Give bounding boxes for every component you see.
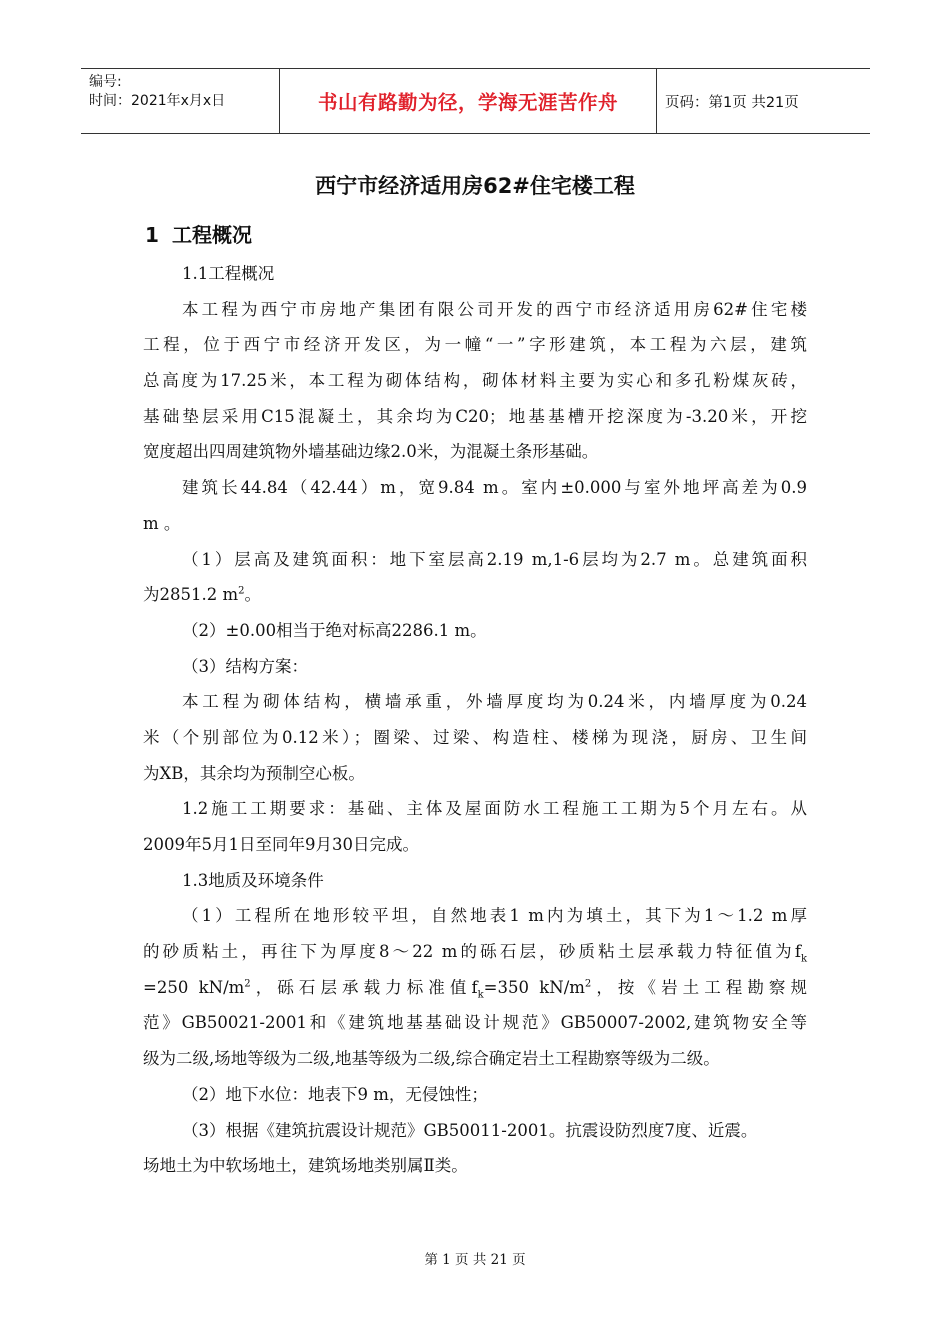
text-fragment: ，按《岩土工程勘察规 bbox=[591, 977, 807, 997]
text-line: 基础垫层采用C15混凝土，其余均为C20；地基基槽开挖深度为-3.20米，开挖 bbox=[143, 406, 807, 426]
subheading-1-3: 1.3地质及环境条件 bbox=[182, 870, 324, 890]
document-body bbox=[143, 256, 807, 1184]
text-fragment: =350 kN/m bbox=[483, 977, 585, 997]
subheading-1-1: 1.1工程概况 bbox=[182, 264, 275, 283]
text-line bbox=[143, 970, 807, 1006]
text-fragment: 的砂质粘土，再往下为厚度8～22 m的砾石层，砂质粘土层承载力特征值为f bbox=[143, 942, 801, 962]
text-line: m 。 bbox=[143, 513, 181, 533]
subscript: k bbox=[477, 989, 484, 1001]
text-line: 场地土为中软场地土，建筑场地类别属Ⅱ类。 bbox=[143, 1156, 468, 1176]
text-fragment: =250 kN/m bbox=[143, 977, 245, 997]
header-meta bbox=[81, 69, 280, 133]
section-number: 1 bbox=[145, 223, 159, 247]
text-line: （1）工程所在地形较平坦，自然地表1 m内为填土，其下为1～1.2 m厚 bbox=[182, 906, 807, 926]
text-line: 宽度超出四周建筑物外墙基础边缘2.0米，为混凝土条形基础。 bbox=[143, 442, 599, 462]
text-line: 工程，位于西宁市经济开发区，为一幢“一”字形建筑，本工程为六层，建筑 bbox=[143, 335, 807, 355]
text-line: 米（个别部位为0.12米）；圈梁、过梁、构造柱、楼梯为现浇，厨房、卫生间 bbox=[143, 727, 807, 747]
text-fragment: ，砾石层承载力标准值f bbox=[250, 977, 478, 997]
text-line: 为XB，其余均为预制空心板。 bbox=[143, 763, 365, 783]
section-title: 工程概况 bbox=[172, 223, 252, 247]
header-motto: 书山有路勤为径，学海无涯苦作舟 bbox=[280, 69, 657, 133]
subscript: k bbox=[800, 953, 807, 965]
text-line: 2009年5月1日至同年9月30日完成。 bbox=[143, 835, 419, 854]
document-title: 西宁市经济适用房62#住宅楼工程 bbox=[315, 174, 635, 198]
page-header bbox=[81, 68, 870, 134]
text-line: （2）±0.00相当于绝对标高2286.1 m。 bbox=[182, 620, 487, 640]
text-line: 范》GB50021-2001和《建筑地基基础设计规范》GB50007-2002,建筑物安全等 bbox=[143, 1013, 807, 1033]
text-line: 级为二级,场地等级为二级,地基等级为二级,综合确定岩土工程勘察等级为二级。 bbox=[143, 1049, 720, 1069]
time-label: 时间：2021年x月x日 bbox=[89, 93, 226, 109]
text-line bbox=[143, 577, 807, 613]
text-line: 建筑长44.84（42.44）m，宽9.84 m。室内±0.000与室外地坪高差为0.9 bbox=[182, 478, 807, 498]
text-fragment: 。 bbox=[244, 585, 261, 605]
text-line: （1）层高及建筑面积：地下室层高2.19 m,1-6层均为2.7 m。总建筑面积 bbox=[182, 549, 807, 569]
text-line: 本工程为砌体结构，横墙承重，外墙厚度均为0.24米，内墙厚度为0.24 bbox=[182, 692, 807, 712]
text-fragment: 为2851.2 m bbox=[143, 585, 239, 605]
text-line: 总高度为17.25米，本工程为砌体结构，砌体材料主要为实心和多孔粉煤灰砖， bbox=[143, 371, 807, 391]
page-footer: 第 1 页 共 21 页 bbox=[424, 1252, 526, 1268]
text-line bbox=[143, 934, 807, 970]
superscript: 2 bbox=[244, 978, 251, 990]
header-page-label: 页码：第1页 共21页 bbox=[665, 94, 799, 111]
text-line: 1.2施工工期要求：基础、主体及屋面防水工程施工工期为5个月左右。从 bbox=[182, 799, 807, 819]
number-label: 编号: bbox=[89, 74, 122, 90]
superscript: 2 bbox=[584, 978, 592, 990]
superscript: 2 bbox=[238, 585, 245, 597]
text-line: （3）根据《建筑抗震设计规范》GB50011-2001。抗震设防烈度7度、近震。 bbox=[182, 1120, 758, 1140]
text-line: （3）结构方案： bbox=[182, 656, 308, 676]
text-line: 本工程为西宁市房地产集团有限公司开发的西宁市经济适用房62#住宅楼 bbox=[182, 299, 807, 319]
section-heading bbox=[145, 219, 252, 248]
text-line: （2）地下水位：地表下9 m，无侵蚀性； bbox=[182, 1084, 488, 1104]
